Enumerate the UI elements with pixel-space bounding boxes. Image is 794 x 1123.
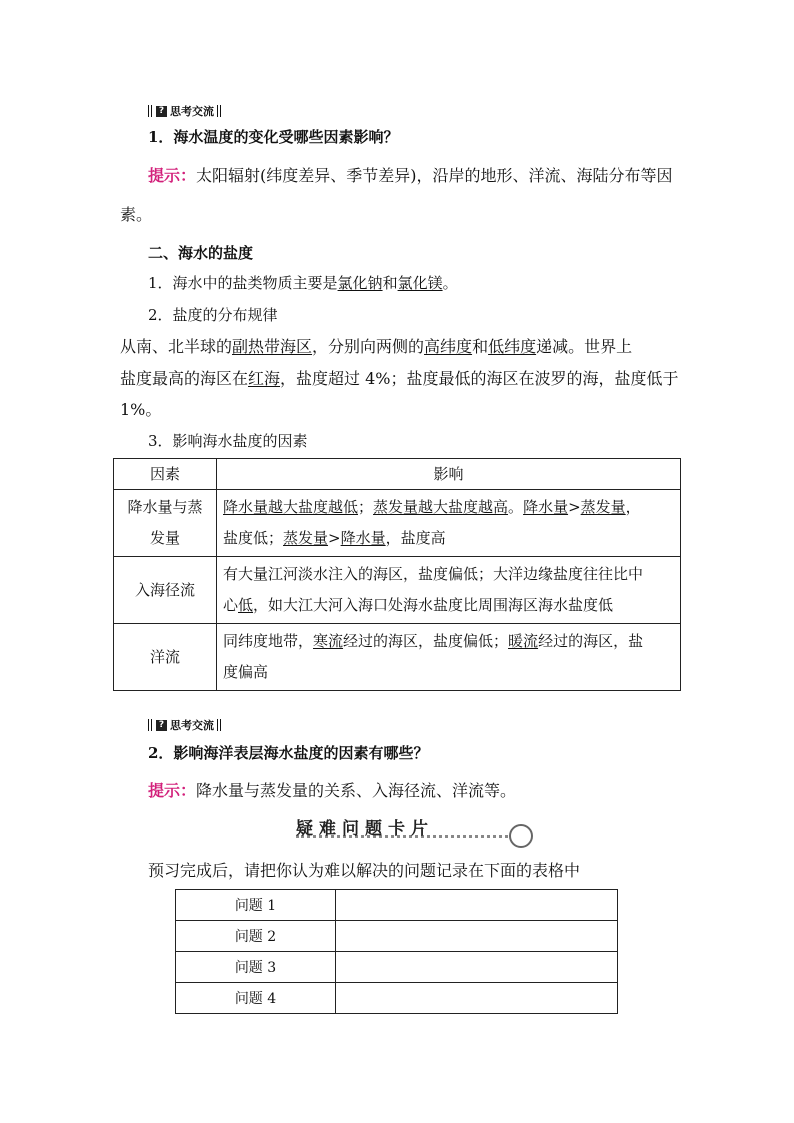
question-label: 问题 3 — [176, 952, 336, 983]
table-header-row — [114, 459, 681, 490]
answer-cell[interactable] — [336, 983, 618, 1014]
salinity-item-1: 1．海水中的盐类物质主要是氯化钠和氯化镁。 — [148, 274, 458, 292]
factor-cell: 洋流 — [114, 624, 217, 691]
distribution-line-2: 盐度最高的海区在红海，盐度超过 4%；盐度最低的海区在波罗的海，盐度低于 — [120, 369, 679, 388]
effect-cell: 降水量越大盐度越低；蒸发量越大盐度越高。降水量>蒸发量， 盐度低；蒸发量>降水量，盐度高 — [217, 490, 681, 557]
answer-cell[interactable] — [336, 921, 618, 952]
column-header-factor: 因素 — [114, 459, 217, 490]
question-label: 问题 1 — [176, 890, 336, 921]
effect-cell: 同纬度地带，寒流经过的海区，盐度偏低；暖流经过的海区，盐 度偏高 — [217, 624, 681, 691]
think-question-2: 2．影响海洋表层海水盐度的因素有哪些？ — [148, 744, 429, 762]
instruction-text: 预习完成后，请把你认为难以解决的问题记录在下面的表格中 — [148, 861, 581, 880]
table-row — [176, 952, 618, 983]
think-question-1: 1．海水温度的变化受哪些因素影响？ — [148, 128, 399, 146]
table-row — [176, 890, 618, 921]
effect-cell: 有大量江河淡水注入的海区，盐度偏低；大洋边缘盐度往往比中 心低，如大江大河入海口处海水盐度比周围海区海水盐度低 — [217, 557, 681, 624]
problem-record-table — [175, 889, 618, 1014]
question-label: 问题 2 — [176, 921, 336, 952]
table-row — [176, 921, 618, 952]
answer-cell[interactable] — [336, 890, 618, 921]
salinity-item-3-heading: 3．影响海水盐度的因素 — [148, 432, 308, 450]
distribution-line-3: 1%。 — [120, 400, 162, 419]
hint-2: 提示：降水量与蒸发量的关系、入海径流、洋流等。 — [148, 781, 517, 800]
table-row — [114, 557, 681, 624]
table-row — [114, 624, 681, 691]
think-box-header: ? 思考交流 — [148, 104, 223, 118]
circle-icon — [509, 824, 533, 848]
factor-cell: 入海径流 — [114, 557, 217, 624]
answer-cell[interactable] — [336, 952, 618, 983]
problem-card-title: 疑难问题卡片 — [296, 812, 541, 844]
salinity-factors-table — [113, 458, 681, 691]
table-row — [114, 490, 681, 557]
table-row — [176, 983, 618, 1014]
question-label: 问题 4 — [176, 983, 336, 1014]
question-mark-icon: ? — [156, 106, 167, 117]
factor-cell: 降水量与蒸 发量 — [114, 490, 217, 557]
salinity-item-2-heading: 2．盐度的分布规律 — [148, 306, 278, 324]
section-heading: 二、海水的盐度 — [148, 244, 254, 262]
column-header-effect: 影响 — [217, 459, 681, 490]
hint-1: 提示：太阳辐射(纬度差异、季节差异)，沿岸的地形、洋流、海陆分布等因 — [148, 166, 673, 185]
think-box-header: ? 思考交流 — [148, 718, 223, 732]
hint-1-cont: 素。 — [120, 205, 153, 224]
question-mark-icon: ? — [156, 720, 167, 731]
distribution-line-1: 从南、北半球的副热带海区，分别向两侧的高纬度和低纬度递减。世界上 — [120, 337, 633, 356]
